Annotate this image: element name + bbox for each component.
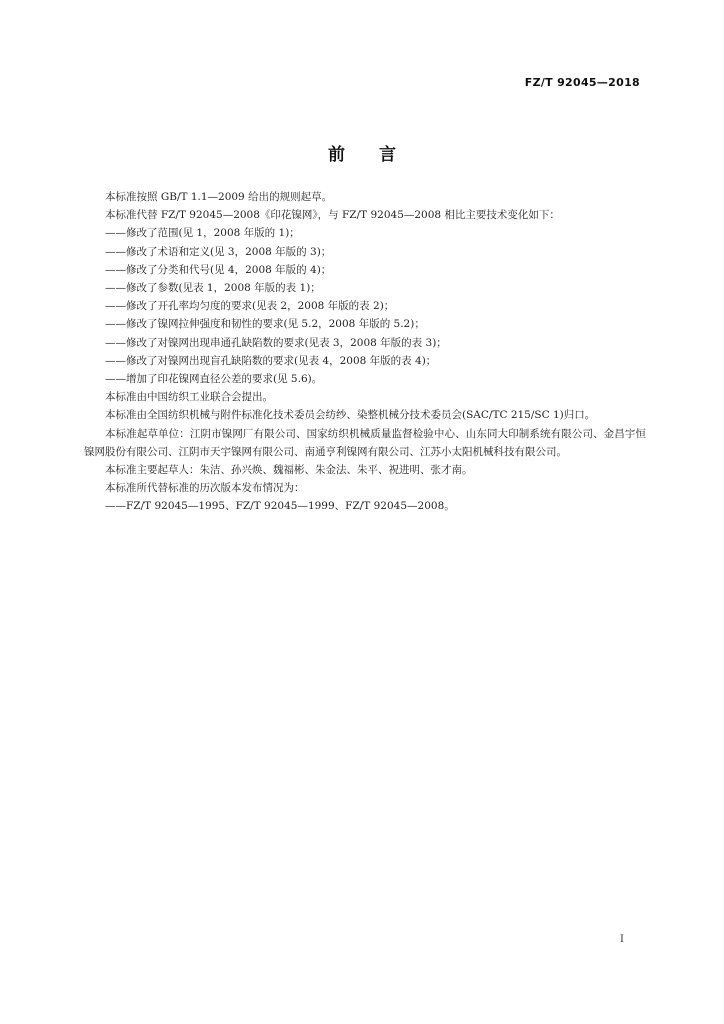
change-item: ——修改了分类和代号(见 4，2008 年版的 4)； xyxy=(105,263,332,276)
paragraph-drafters: 本标准主要起草人：朱洁、孙兴焕、魏福彬、朱金法、朱平、祝进明、张才南。 xyxy=(105,464,473,477)
change-item: ——修改了范围(见 1，2008 年版的 1)； xyxy=(105,227,300,240)
change-item: ——修改了镍网拉伸强度和韧性的要求(见 5.2，2008 年版的 5.2)； xyxy=(105,318,425,331)
paragraph-proposer: 本标准由中国纺织工业联合会提出。 xyxy=(105,391,273,404)
standard-code: FZ/T 92045—2018 xyxy=(524,76,640,89)
history-item: ——FZ/T 92045—1995、FZ/T 92045—1999、FZ/T 92045—2008。 xyxy=(105,500,455,513)
paragraph-drafting-units: 本标准起草单位：江阴市镍网厂有限公司、国家纺织机械质量监督检验中心、山东同大印制系统有限公司、金昌宇恒镍网股份有限公司、江阴市天宇镍网有限公司、南通亨利镍网有限公司、江苏小太阳机械科技有限公司。 xyxy=(84,427,646,458)
paragraph-drafting-rules: 本标准按照 GB/T 1.1—2009 给出的规则起草。 xyxy=(105,191,333,203)
paragraph-history-intro: 本标准所代替标准的历次版本发布情况为： xyxy=(105,482,305,495)
foreword-body xyxy=(84,188,646,516)
page-title: 前言 xyxy=(328,145,430,165)
page-number: I xyxy=(620,934,624,945)
change-item: ——修改了开孔率均匀度的要求(见表 2，2008 年版的表 2)； xyxy=(105,300,395,313)
paragraph-administrator: 本标准由全国纺织机械与附件标准化技术委员会纺纱、染整机械分技术委员会(SAC/TC 215/SC 1)归口。 xyxy=(105,409,596,422)
change-item: ——修改了对镍网出现盲孔缺陷数的要求(见表 4，2008 年版的表 4)； xyxy=(105,354,437,367)
change-item: ——增加了印花镍网直径公差的要求(见 5.6)。 xyxy=(105,373,323,386)
change-item: ——修改了术语和定义(见 3，2008 年版的 3)； xyxy=(105,245,332,258)
paragraph-replacement: 本标准代替 FZ/T 92045—2008《印花镍网》，与 FZ/T 92045—2008 相比主要技术变化如下： xyxy=(105,209,560,222)
change-item: ——修改了参数(见表 1，2008 年版的表 1)； xyxy=(105,282,321,295)
change-item: ——修改了对镍网出现串通孔缺陷数的要求(见表 3，2008 年版的表 3)； xyxy=(105,336,447,349)
